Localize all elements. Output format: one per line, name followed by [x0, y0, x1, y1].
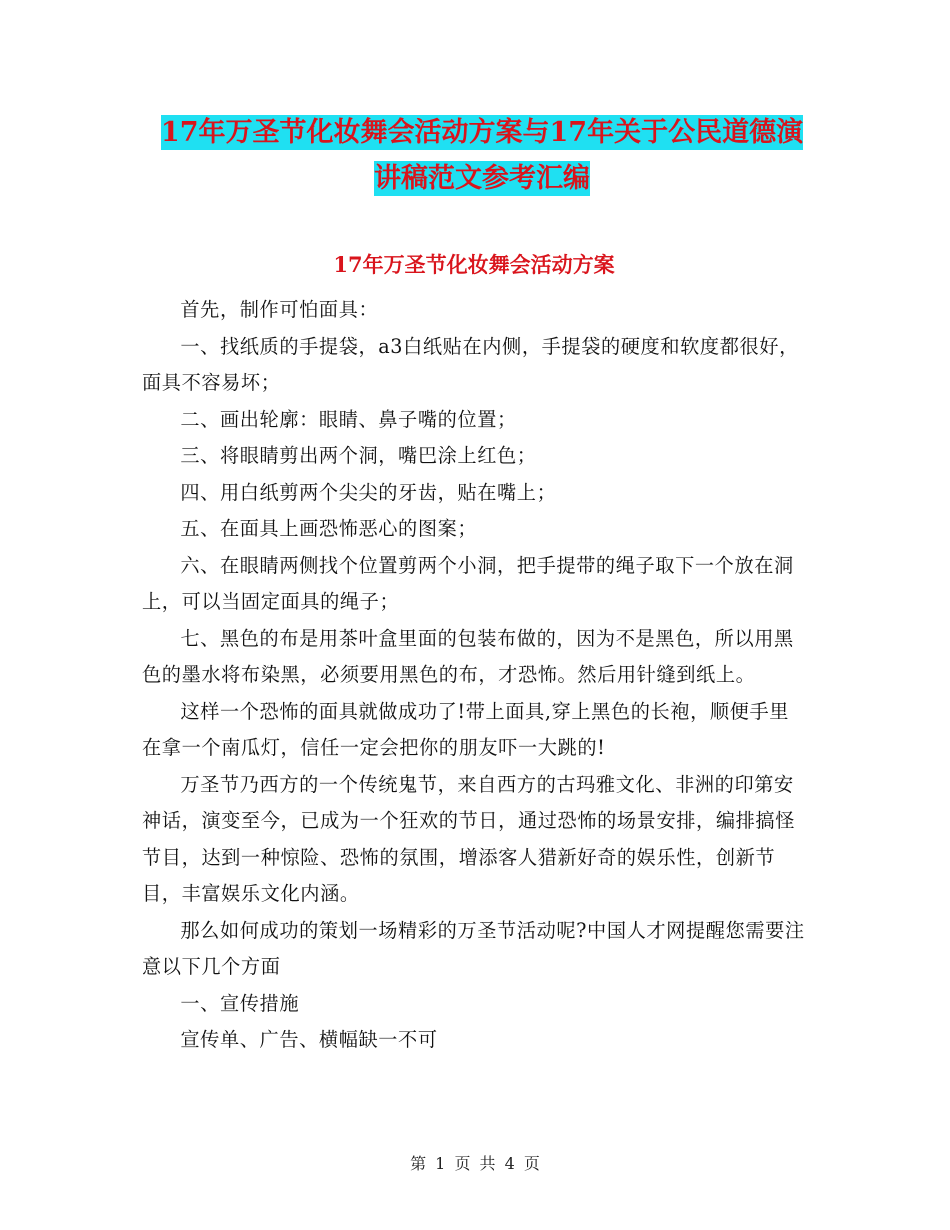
paragraph: 这样一个恐怖的面具就做成功了!带上面具,穿上黑色的长袍，顺便手里在拿一个南瓜灯，信任一定会把你的朋友吓一大跳的! [142, 699, 790, 759]
paragraph: 首先，制作可怕面具： [180, 298, 379, 321]
paragraph: 五、在面具上画恐怖恶心的图案； [180, 517, 478, 540]
document-title [142, 110, 822, 202]
paragraph: 一、宣传措施 [180, 991, 300, 1015]
paragraph: 二、画出轮廓：眼睛、鼻子嘴的位置； [180, 407, 517, 431]
paragraph: 七、黑色的布是用茶叶盒里面的包装布做的，因为不是黑色，所以用黑色的墨水将布染黑，必须要用黑色的布，才恐怖。然后用针缝到纸上。 [142, 626, 794, 686]
document-title-line1: 17年万圣节化妆舞会活动方案与17年关于公民道德演 [160, 117, 804, 148]
document-title-line2: 讲稿范文参考汇编 [374, 163, 590, 194]
paragraph: 四、用白纸剪两个尖尖的牙齿，贴在嘴上； [180, 480, 557, 504]
document-body [142, 292, 806, 1059]
paragraph: 宣传单、广告、横幅缺一不可 [180, 1028, 438, 1051]
paragraph: 一、找纸质的手提袋，a3白纸贴在内侧，手提袋的硬度和软度都很好，面具不容易坏； [142, 334, 799, 394]
paragraph: 三、将眼睛剪出两个洞，嘴巴涂上红色； [180, 444, 537, 467]
paragraph: 六、在眼睛两侧找个位置剪两个小洞，把手提带的绳子取下一个放在洞上，可以当固定面具的绳子； [142, 553, 794, 613]
section-title: 17年万圣节化妆舞会活动方案 [333, 252, 615, 277]
page-footer: 第 1 页 共 4 页 [410, 1154, 540, 1173]
paragraph: 万圣节乃西方的一个传统鬼节，来自西方的古玛雅文化、非洲的印第安神话，演变至今，已成为一个狂欢的节日，通过恐怖的场景安排，编排搞怪节目，达到一种惊险、恐怖的氛围，增添客人猎新好奇的娱乐性，创新节目，丰富娱乐文化内涵。 [142, 772, 795, 905]
paragraph: 那么如何成功的策划一场精彩的万圣节活动呢?中国人才网提醒您需要注意以下几个方面 [142, 918, 805, 978]
